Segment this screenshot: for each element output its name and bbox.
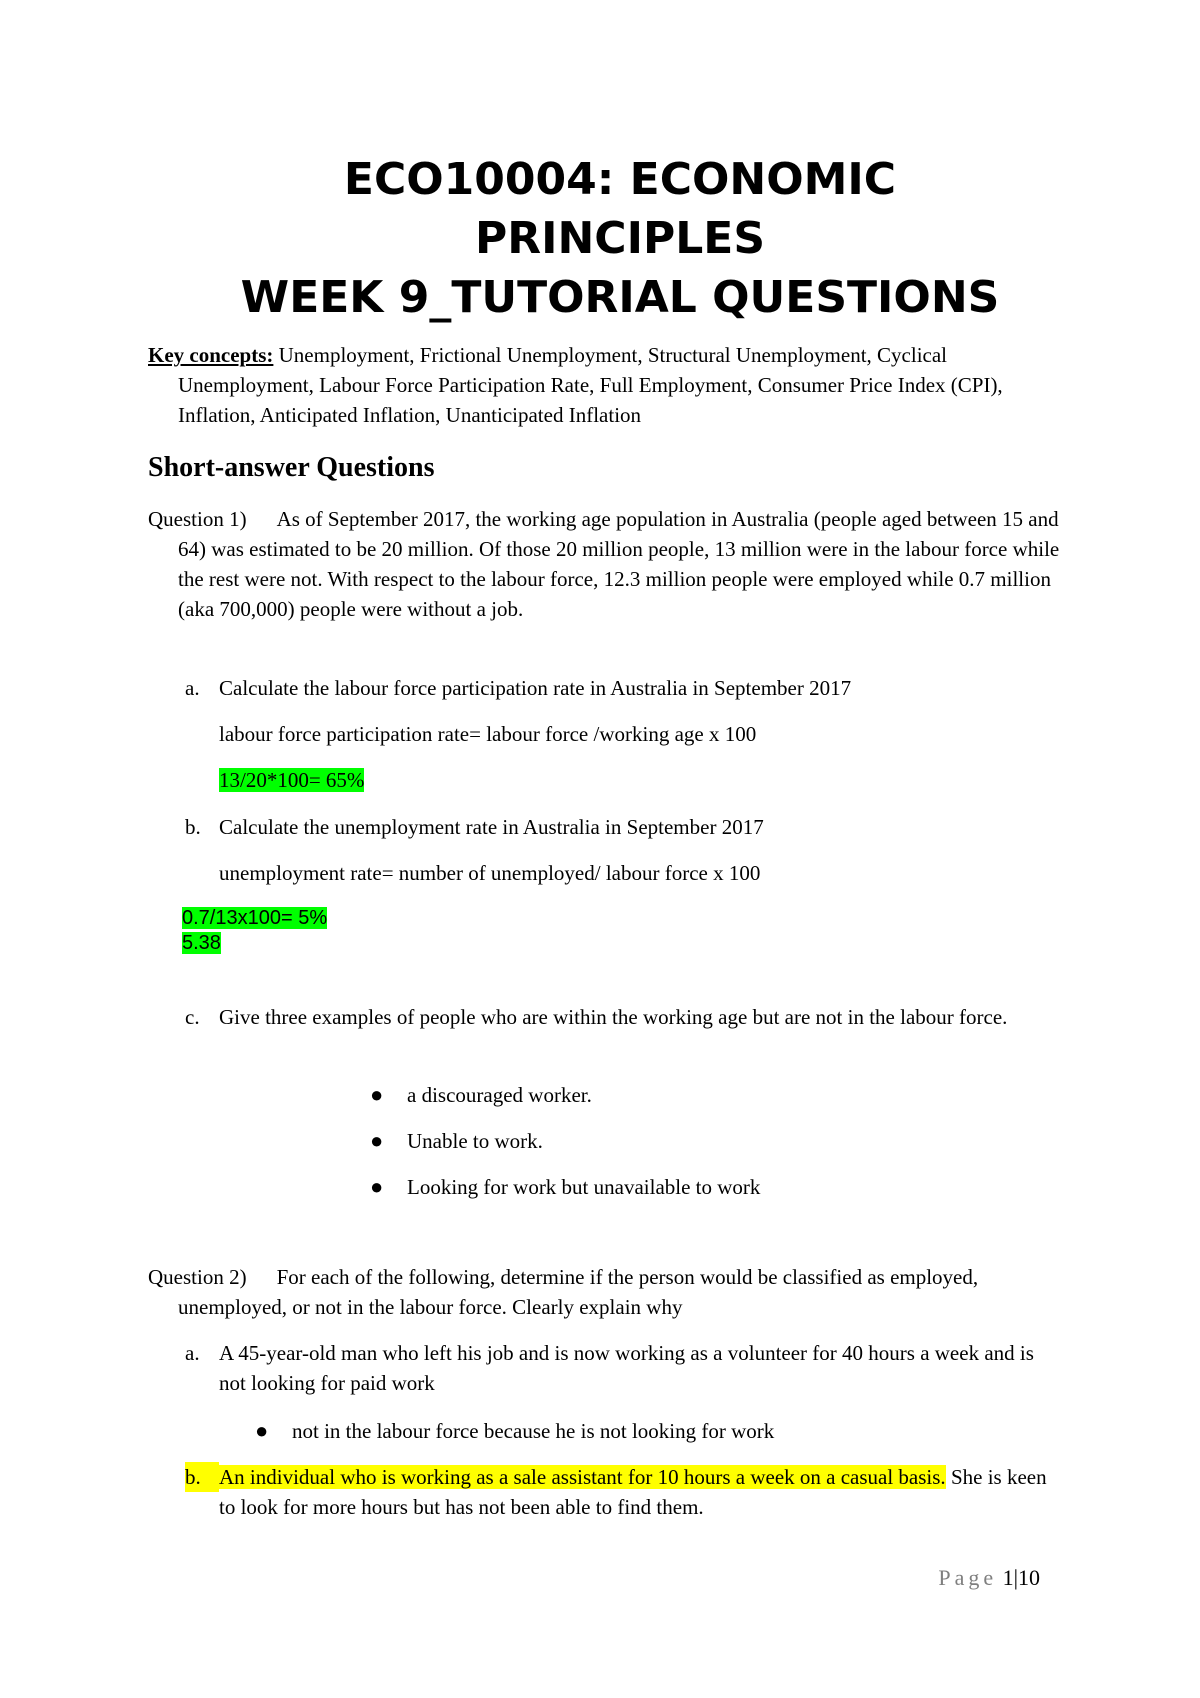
q1-c-bullet-3-text: Looking for work but unavailable to work: [407, 1175, 761, 1199]
q1-b-text: Calculate the unemployment rate in Australia in September 2017: [219, 815, 764, 839]
q2-b-letter: b.: [185, 1462, 219, 1492]
q1-a-answer: 13/20*100= 65%: [219, 768, 365, 792]
q1-c-bullet-2-text: Unable to work.: [407, 1129, 543, 1153]
q2-a-bullet-text: not in the labour force because he is not looking for work: [292, 1419, 775, 1443]
q2-a-text: A 45-year-old man who left his job and is now working as a volunteer for 40 hours a week and is not looking for paid work: [219, 1341, 1034, 1395]
bullet-icon: ●: [370, 1128, 384, 1153]
q2-b-text-rest: She is keen to look for more hours but has not been able to find them.: [219, 1465, 1047, 1519]
q1-b-letter: b.: [185, 815, 201, 839]
page-total: 10: [1018, 1565, 1040, 1590]
section-heading: Short-answer Questions: [148, 452, 435, 483]
q1-c-letter: c.: [185, 1005, 200, 1029]
q1-a-text: Calculate the labour force participation rate in Australia in September 2017: [219, 676, 852, 700]
q2-a: [185, 1338, 1055, 1398]
q1-b-formula: unemployment rate= number of unemployed/ labour force x 100: [219, 861, 761, 885]
q1-c-bullet-1-text: a discouraged worker.: [407, 1083, 592, 1107]
bullet-icon: ●: [370, 1082, 384, 1107]
q1-a: [185, 673, 1045, 703]
document-title: [0, 150, 1200, 327]
q1-c-bullet-1: [370, 1080, 592, 1110]
q1-a-formula: labour force participation rate= labour force /working age x 100: [219, 722, 757, 746]
page-number: 1: [1002, 1565, 1014, 1590]
q1-c-bullet-3: [370, 1172, 760, 1202]
question-1: [148, 504, 1088, 624]
key-concepts-text: Unemployment, Frictional Unemployment, Structural Unemployment, Cyclical Unemployment, Labour Force Participation Rate, Full Employment, Consumer Price Index (CPI), Inflation, Anticipated Inflation, Unanticipated Inflation: [178, 343, 1003, 427]
q1-b-answer-2: 5.38: [182, 932, 221, 954]
question-2: [148, 1262, 1078, 1322]
q2-a-letter: a.: [185, 1341, 200, 1365]
q1-c-text: Give three examples of people who are within the working age but are not in the labour force.: [219, 1005, 1008, 1029]
bullet-icon: ●: [370, 1174, 384, 1199]
q2-b-text-highlight: An individual who is working as a sale assistant for 10 hours a week on a casual basis.: [219, 1465, 946, 1489]
q1-c-bullet-2: [370, 1126, 543, 1156]
bullet-icon: ●: [255, 1418, 269, 1443]
q1-b: [185, 812, 1045, 842]
question-2-text: For each of the following, determine if the person would be classified as employed, unemployed, or not in the labour force. Clearly explain why: [178, 1265, 979, 1319]
question-1-label: Question 1): [148, 507, 247, 531]
q1-c: [185, 1002, 1035, 1032]
title-line-1: ECO10004: ECONOMIC: [343, 154, 897, 205]
page-separator: |: [1013, 1565, 1018, 1590]
q2-a-bullet: [255, 1416, 774, 1446]
q1-a-letter: a.: [185, 676, 200, 700]
q1-b-answers: [182, 906, 327, 956]
key-concepts: [148, 340, 1078, 430]
title-line-3: WEEK 9_TUTORIAL QUESTIONS: [240, 272, 1000, 323]
q2-b: [185, 1462, 1065, 1522]
question-2-label: Question 2): [148, 1265, 247, 1289]
key-concepts-label: Key concepts:: [148, 343, 274, 367]
q1-b-answer-1: 0.7/13x100= 5%: [182, 907, 328, 929]
page-word: Page: [938, 1565, 998, 1590]
page-footer: [938, 1565, 1040, 1591]
title-line-2: PRINCIPLES: [474, 213, 766, 264]
question-1-text: As of September 2017, the working age population in Australia (people aged between 15 and 64) was estimated to be 20 million. Of those 20 million people, 13 million were in the labour force while the rest were not. With respect to the labour force, 12.3 million people were employed while 0.7 million (aka 700,000) people were without a job.: [178, 507, 1060, 621]
